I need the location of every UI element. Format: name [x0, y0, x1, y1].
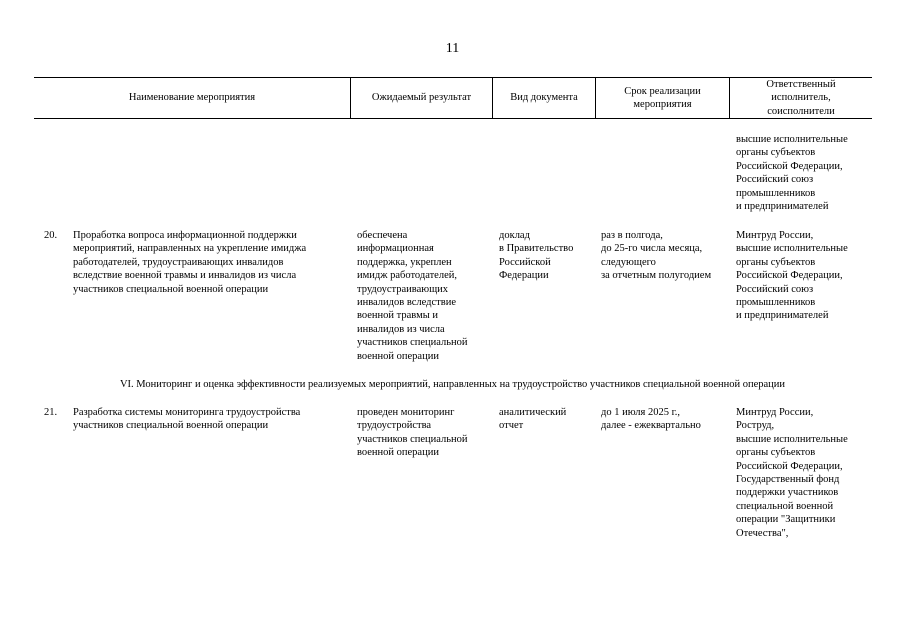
row-number: 20. — [44, 230, 58, 241]
header-deadline: Срок реализации мероприятия — [624, 85, 701, 110]
row-number: 21. — [44, 407, 58, 418]
row-deadline: до 1 июля 2025 г., далее - ежеквартально — [601, 407, 701, 432]
row-responsible: Минтруд России, высшие исполнительные органы субъектов Российской Федерации, Российский союз промышленников и предпринимателей — [736, 230, 848, 322]
continuation-responsible: высшие исполнительные органы субъектов Российской Федерации, Российский союз промышленников и предпринимателей — [736, 134, 848, 213]
row-document: аналитический отчет — [499, 407, 567, 432]
row-name: Разработка системы мониторинга трудоустройства участников специальной военной операции — [73, 407, 301, 432]
header-name: Наименование мероприятия — [128, 92, 256, 104]
row-name: Проработка вопроса информационной поддержки мероприятий, направленных на укрепление имиджа работодателей, трудоустраивающих инвалидов вследствие военной травмы и инвалидов из числа участников специальной военной операции — [73, 230, 307, 295]
row-responsible: Минтруд России, Роструд, высшие исполнительные органы субъектов Российской Федерации, Государственный фонд поддержки участников специальной военной операции "Защитники Отечества", — [736, 407, 848, 539]
row-result: обеспечена информационная поддержка, укреплен имидж работодателей, трудоустраивающих инвалидов вследствие военной травмы и инвалидов из числа участников специальной военной операции — [357, 230, 468, 362]
row-document: доклад в Правительство Российской Федерации — [499, 230, 574, 282]
header-rule-bottom — [34, 118, 872, 119]
page-number: 11 — [445, 41, 460, 56]
header-responsible: Ответственный исполнитель, соисполнители — [766, 78, 836, 117]
row-result: проведен мониторинг трудоустройства участников специальной военной операции — [357, 407, 468, 459]
header-document: Вид документа — [510, 92, 578, 104]
row-deadline: раз в полгода, до 25-го числа месяца, следующего за отчетным полугодием — [601, 230, 712, 282]
section-title: VI. Мониторинг и оценка эффективности реализуемых мероприятий, направленных на трудоустройство участников специальной военной операции — [119, 379, 786, 390]
header-result: Ожидаемый результат — [371, 92, 472, 104]
